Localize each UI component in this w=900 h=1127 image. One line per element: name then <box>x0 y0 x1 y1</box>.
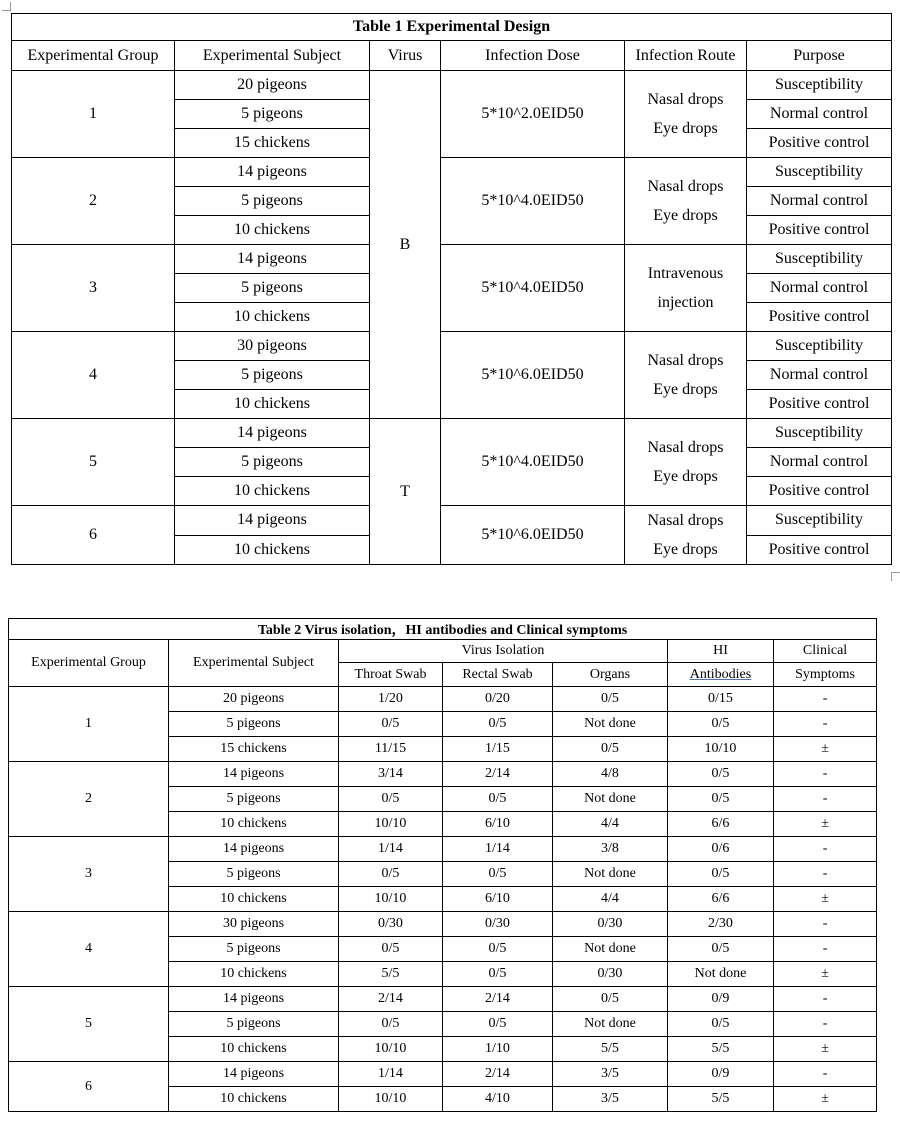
rectal-cell: 1/15 <box>443 737 553 762</box>
hi-cell: 0/5 <box>668 787 774 812</box>
subject-cell: 10 chickens <box>175 477 370 506</box>
hi-cell: 0/9 <box>668 1062 774 1087</box>
clinical-cell: - <box>774 937 877 962</box>
clinical-cell: - <box>774 787 877 812</box>
virus-cell: T <box>370 419 441 565</box>
subject-cell: 5 pigeons <box>169 862 339 887</box>
dose-cell: 5*10^6.0EID50 <box>441 506 625 565</box>
organs-cell: Not done <box>553 937 668 962</box>
clinical-cell: ± <box>774 1037 877 1062</box>
route-line: Nasal drops <box>647 352 724 369</box>
organs-cell: 4/4 <box>553 887 668 912</box>
organs-cell: 4/8 <box>553 762 668 787</box>
organs-cell: 3/8 <box>553 837 668 862</box>
clinical-cell: - <box>774 912 877 937</box>
route-cell <box>625 332 747 419</box>
organs-cell: 5/5 <box>553 1037 668 1062</box>
route-cell <box>625 419 747 506</box>
hi-cell: 5/5 <box>668 1037 774 1062</box>
subject-cell: 14 pigeons <box>175 158 370 187</box>
throat-cell: 10/10 <box>339 1037 443 1062</box>
table-row <box>12 158 892 187</box>
table-row <box>12 506 892 536</box>
purpose-cell: Positive control <box>747 390 892 419</box>
organs-cell: Not done <box>553 862 668 887</box>
organs-cell: 0/5 <box>553 737 668 762</box>
group-number: 5 <box>12 419 175 506</box>
throat-cell: 0/5 <box>339 1012 443 1037</box>
hi-cell: 6/6 <box>668 812 774 837</box>
subject-cell: 5 pigeons <box>175 100 370 129</box>
route-line: Eye drops <box>653 468 718 485</box>
virus-isolation-table <box>8 618 877 1112</box>
dose-cell: 5*10^2.0EID50 <box>441 71 625 158</box>
hi-cell: 0/15 <box>668 687 774 712</box>
rectal-cell: 0/5 <box>443 862 553 887</box>
purpose-cell: Normal control <box>747 274 892 303</box>
subject-cell: 15 chickens <box>169 737 339 762</box>
rectal-cell: 2/14 <box>443 1062 553 1087</box>
subject-cell: 10 chickens <box>169 962 339 987</box>
table-row <box>12 332 892 361</box>
organs-cell: Not done <box>553 787 668 812</box>
route-cell <box>625 506 747 565</box>
organs-cell: 4/4 <box>553 812 668 837</box>
organs-cell: 0/30 <box>553 962 668 987</box>
purpose-cell: Positive control <box>747 129 892 158</box>
hi-cell: 0/5 <box>668 1012 774 1037</box>
subject-cell: 30 pigeons <box>175 332 370 361</box>
column-header: Throat Swab <box>339 663 443 687</box>
group-number: 4 <box>12 332 175 419</box>
dose-cell: 5*10^4.0EID50 <box>441 158 625 245</box>
corner-mark-bottom-right <box>891 572 900 581</box>
purpose-cell: Normal control <box>747 187 892 216</box>
throat-cell: 0/5 <box>339 937 443 962</box>
purpose-cell: Normal control <box>747 361 892 390</box>
rectal-cell: 2/14 <box>443 762 553 787</box>
virus-cell: B <box>370 71 441 419</box>
rectal-cell: 0/5 <box>443 937 553 962</box>
route-cell <box>625 71 747 158</box>
rectal-cell: 4/10 <box>443 1087 553 1112</box>
throat-cell: 0/30 <box>339 912 443 937</box>
subject-cell: 20 pigeons <box>169 687 339 712</box>
organs-cell: 3/5 <box>553 1087 668 1112</box>
column-header: Experimental Group <box>9 640 169 687</box>
column-header: Organs <box>553 663 668 687</box>
column-header <box>668 663 774 687</box>
purpose-cell: Positive control <box>747 303 892 332</box>
subject-cell: 5 pigeons <box>175 361 370 390</box>
column-header: Experimental Subject <box>169 640 339 687</box>
hi-cell: 2/30 <box>668 912 774 937</box>
subject-cell: 14 pigeons <box>175 245 370 274</box>
rectal-cell: 1/14 <box>443 837 553 862</box>
purpose-cell: Positive control <box>747 216 892 245</box>
route-line: injection <box>657 294 714 311</box>
rectal-cell: 0/30 <box>443 912 553 937</box>
column-header: Virus <box>370 41 441 71</box>
clinical-cell: - <box>774 712 877 737</box>
route-line: Nasal drops <box>647 178 724 195</box>
rectal-cell: 0/20 <box>443 687 553 712</box>
route-line: Eye drops <box>653 207 718 224</box>
column-header: Purpose <box>747 41 892 71</box>
table-title: Table 1 Experimental Design <box>12 14 892 41</box>
throat-cell: 0/5 <box>339 712 443 737</box>
hi-cell: 5/5 <box>668 1087 774 1112</box>
organs-cell: 3/5 <box>553 1062 668 1087</box>
group-number: 6 <box>9 1062 169 1112</box>
clinical-cell: ± <box>774 1087 877 1112</box>
purpose-cell: Susceptibility <box>747 158 892 187</box>
group-number: 3 <box>12 245 175 332</box>
subject-cell: 30 pigeons <box>169 912 339 937</box>
rectal-cell: 0/5 <box>443 787 553 812</box>
experimental-design-table <box>11 13 892 565</box>
table-row <box>12 419 892 448</box>
hi-cell: Not done <box>668 962 774 987</box>
rectal-cell: 2/14 <box>443 987 553 1012</box>
hi-cell: 0/5 <box>668 937 774 962</box>
throat-cell: 10/10 <box>339 812 443 837</box>
clinical-cell: ± <box>774 812 877 837</box>
purpose-cell: Susceptibility <box>747 506 892 536</box>
corner-mark-top-left <box>2 2 11 11</box>
table-row <box>9 912 877 937</box>
throat-cell: 10/10 <box>339 887 443 912</box>
hi-cell: 0/5 <box>668 862 774 887</box>
clinical-cell: - <box>774 762 877 787</box>
subject-cell: 10 chickens <box>175 216 370 245</box>
column-header: Experimental Group <box>12 41 175 71</box>
group-number: 4 <box>9 912 169 987</box>
route-line: Eye drops <box>653 541 718 558</box>
throat-cell: 1/20 <box>339 687 443 712</box>
dose-cell: 5*10^6.0EID50 <box>441 332 625 419</box>
subject-cell: 10 chickens <box>169 1037 339 1062</box>
route-line: Nasal drops <box>647 439 724 456</box>
table-row <box>12 71 892 100</box>
column-header: Virus Isolation <box>339 640 668 663</box>
subject-cell: 14 pigeons <box>169 987 339 1012</box>
subject-cell: 15 chickens <box>175 129 370 158</box>
clinical-cell: ± <box>774 962 877 987</box>
table-row <box>9 837 877 862</box>
table-row <box>9 762 877 787</box>
throat-cell: 0/5 <box>339 862 443 887</box>
table-title-row <box>9 619 877 640</box>
purpose-cell: Susceptibility <box>747 419 892 448</box>
subject-cell: 5 pigeons <box>175 448 370 477</box>
purpose-cell: Susceptibility <box>747 332 892 361</box>
route-cell <box>625 158 747 245</box>
route-line: Eye drops <box>653 381 718 398</box>
organs-cell: Not done <box>553 1012 668 1037</box>
purpose-cell: Normal control <box>747 100 892 129</box>
table-title-row <box>12 14 892 41</box>
table-title: Table 2 Virus isolation，HI antibodies and Clinical symptoms <box>9 619 877 640</box>
clinical-cell: - <box>774 1012 877 1037</box>
rectal-cell: 0/5 <box>443 962 553 987</box>
organs-cell: Not done <box>553 712 668 737</box>
organs-cell: 0/5 <box>553 687 668 712</box>
route-line: Nasal drops <box>647 512 724 529</box>
hi-cell: 6/6 <box>668 887 774 912</box>
route-line: Nasal drops <box>647 91 724 108</box>
dose-cell: 5*10^4.0EID50 <box>441 245 625 332</box>
purpose-cell: Normal control <box>747 448 892 477</box>
rectal-cell: 6/10 <box>443 887 553 912</box>
hi-cell: 0/6 <box>668 837 774 862</box>
group-number: 1 <box>12 71 175 158</box>
rectal-cell: 1/10 <box>443 1037 553 1062</box>
organs-cell: 0/5 <box>553 987 668 1012</box>
throat-cell: 10/10 <box>339 1087 443 1112</box>
column-header: Rectal Swab <box>443 663 553 687</box>
clinical-cell: - <box>774 1062 877 1087</box>
group-number: 6 <box>12 506 175 565</box>
throat-cell: 1/14 <box>339 837 443 862</box>
organs-cell: 0/30 <box>553 912 668 937</box>
subject-cell: 5 pigeons <box>169 712 339 737</box>
rectal-cell: 0/5 <box>443 712 553 737</box>
throat-cell: 0/5 <box>339 787 443 812</box>
subject-cell: 10 chickens <box>169 812 339 837</box>
clinical-cell: ± <box>774 887 877 912</box>
clinical-cell: ± <box>774 737 877 762</box>
table-row <box>9 987 877 1012</box>
subject-cell: 20 pigeons <box>175 71 370 100</box>
throat-cell: 3/14 <box>339 762 443 787</box>
subject-cell: 14 pigeons <box>175 506 370 536</box>
dose-cell: 5*10^4.0EID50 <box>441 419 625 506</box>
table-row <box>12 245 892 274</box>
hi-cell: 0/9 <box>668 987 774 1012</box>
group-number: 1 <box>9 687 169 762</box>
column-header: HI <box>668 640 774 663</box>
subject-cell: 14 pigeons <box>175 419 370 448</box>
purpose-cell: Positive control <box>747 477 892 506</box>
subject-cell: 14 pigeons <box>169 837 339 862</box>
group-number: 2 <box>9 762 169 837</box>
subject-cell: 5 pigeons <box>169 1012 339 1037</box>
table-row <box>9 687 877 712</box>
clinical-cell: - <box>774 987 877 1012</box>
column-header: Infection Dose <box>441 41 625 71</box>
column-header: Symptoms <box>774 663 877 687</box>
subject-cell: 10 chickens <box>175 535 370 565</box>
hi-antibodies-label: Antibodies <box>689 666 752 682</box>
hi-cell: 10/10 <box>668 737 774 762</box>
column-header: Infection Route <box>625 41 747 71</box>
column-header: Clinical <box>774 640 877 663</box>
purpose-cell: Positive control <box>747 535 892 565</box>
column-header: Experimental Subject <box>175 41 370 71</box>
rectal-cell: 0/5 <box>443 1012 553 1037</box>
clinical-cell: - <box>774 837 877 862</box>
subject-cell: 10 chickens <box>169 887 339 912</box>
throat-cell: 1/14 <box>339 1062 443 1087</box>
hi-cell: 0/5 <box>668 762 774 787</box>
subject-cell: 5 pigeons <box>169 937 339 962</box>
subject-cell: 10 chickens <box>169 1087 339 1112</box>
subject-cell: 5 pigeons <box>169 787 339 812</box>
subject-cell: 5 pigeons <box>175 187 370 216</box>
throat-cell: 2/14 <box>339 987 443 1012</box>
subject-cell: 10 chickens <box>175 390 370 419</box>
route-line: Eye drops <box>653 120 718 137</box>
throat-cell: 11/15 <box>339 737 443 762</box>
header-row <box>12 41 892 71</box>
group-number: 3 <box>9 837 169 912</box>
throat-cell: 5/5 <box>339 962 443 987</box>
subject-cell: 10 chickens <box>175 303 370 332</box>
group-number: 2 <box>12 158 175 245</box>
hi-cell: 0/5 <box>668 712 774 737</box>
rectal-cell: 6/10 <box>443 812 553 837</box>
subject-cell: 14 pigeons <box>169 1062 339 1087</box>
group-number: 5 <box>9 987 169 1062</box>
route-line: Intravenous <box>647 265 724 282</box>
clinical-cell: - <box>774 862 877 887</box>
purpose-cell: Susceptibility <box>747 71 892 100</box>
clinical-cell: - <box>774 687 877 712</box>
route-cell <box>625 245 747 332</box>
subject-cell: 14 pigeons <box>169 762 339 787</box>
subject-cell: 5 pigeons <box>175 274 370 303</box>
header-row <box>9 640 877 663</box>
table-row <box>9 1062 877 1087</box>
purpose-cell: Susceptibility <box>747 245 892 274</box>
